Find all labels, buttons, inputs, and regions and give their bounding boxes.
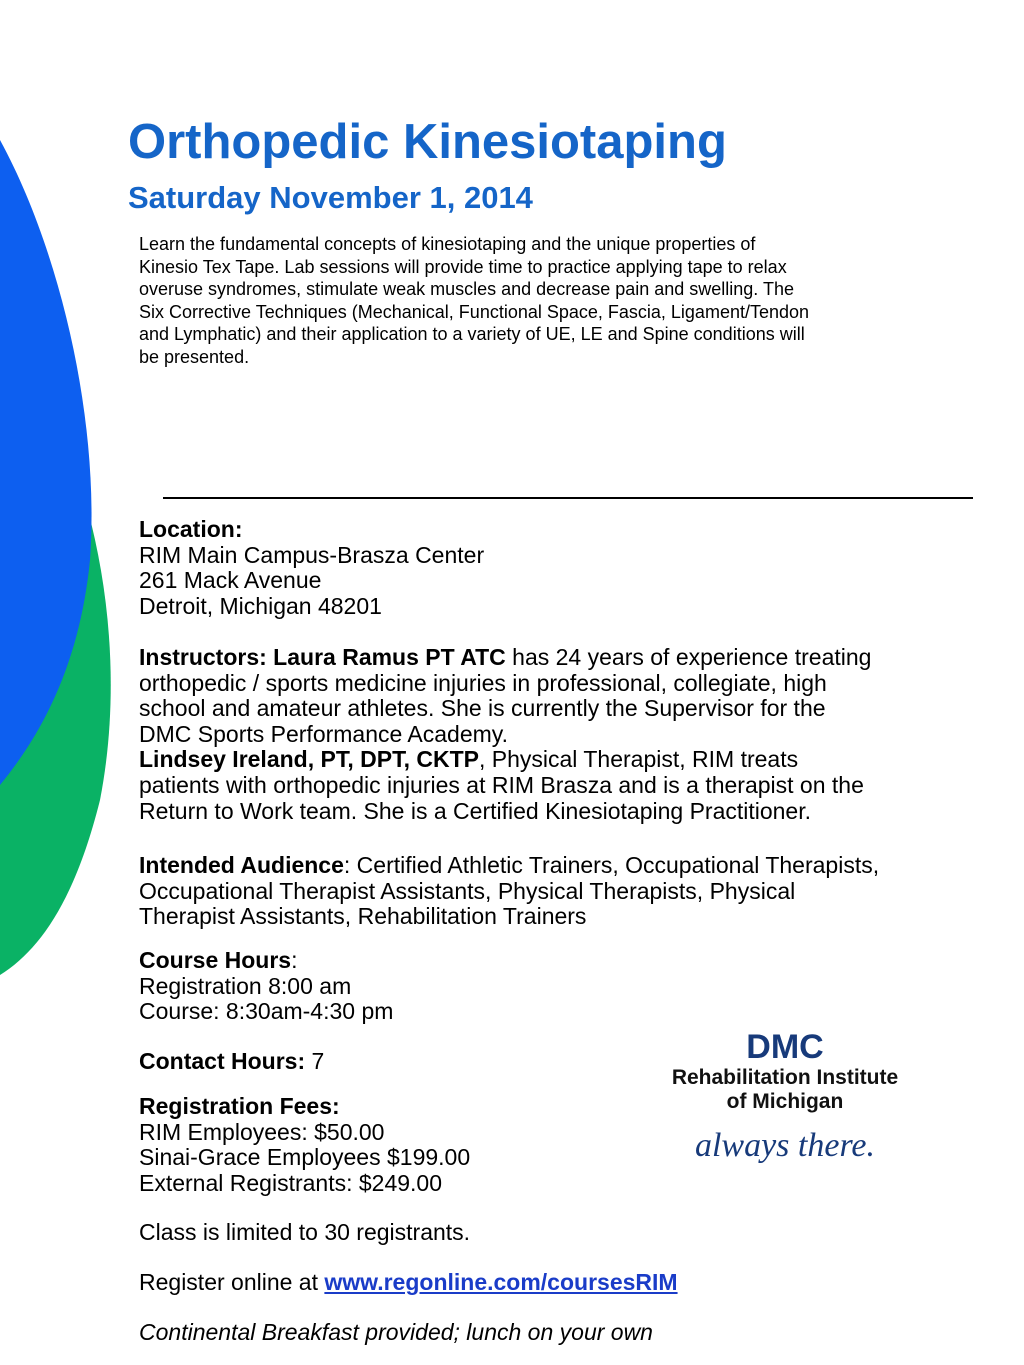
- instructor-bio-text: has 24 years of experience treating: [505, 644, 872, 670]
- dmc-rim-logo: [650, 1028, 920, 1168]
- fees-label: Registration Fees:: [139, 1093, 340, 1119]
- instructors-label: Instructors: Laura Ramus PT ATC: [139, 644, 506, 670]
- page-title: Orthopedic Kinesiotaping: [128, 115, 727, 169]
- location-label: Location:: [139, 516, 243, 542]
- description-line: and Lymphatic) and their application to a variety of UE, LE and Spine conditions will: [139, 324, 805, 344]
- description-line: be presented.: [139, 346, 250, 367]
- audience-text: : Certified Athletic Trainers, Occupational Therapists,: [343, 852, 880, 878]
- description-line: overuse syndromes, stimulate weak muscles and decrease pain and swelling. The: [139, 279, 795, 299]
- contact-hours-value: 7: [305, 1048, 325, 1074]
- register-section: [139, 1270, 1009, 1296]
- logo-tagline: always there.: [694, 1127, 876, 1164]
- breakfast-note: Continental Breakfast provided; lunch on your own: [139, 1319, 653, 1345]
- fee-sinai-grace: Sinai-Grace Employees $199.00: [139, 1144, 471, 1171]
- location-venue: RIM Main Campus-Brasza Center: [139, 541, 485, 568]
- instructor-bio-line: orthopedic / sports medicine injuries in professional, collegiate, high: [139, 669, 827, 696]
- registration-link[interactable]: www.regonline.com/coursesRIM: [324, 1269, 678, 1295]
- audience-line: Occupational Therapist Assistants, Physical Therapists, Physical: [139, 877, 796, 904]
- course-hours-colon: :: [291, 947, 298, 973]
- contact-hours-label: Contact Hours:: [139, 1048, 306, 1074]
- event-date: Saturday November 1, 2014: [128, 180, 533, 215]
- fee-rim-employees: RIM Employees: $50.00: [139, 1118, 385, 1145]
- description-line: Learn the fundamental concepts of kinesiotaping and the unique properties of: [139, 234, 756, 254]
- description-line: Kinesio Tex Tape. Lab sessions will provide time to practice applying tape to relax: [139, 256, 787, 277]
- course-hours-section: [139, 948, 1009, 1025]
- registration-time: Registration 8:00 am: [139, 972, 352, 999]
- second-instructor-name: Lindsey Ireland, PT, DPT, CKTP: [139, 746, 479, 773]
- decorative-side-arcs: [0, 0, 140, 1000]
- location-street: 261 Mack Avenue: [139, 567, 322, 594]
- course-time: Course: 8:30am-4:30 pm: [139, 998, 394, 1025]
- instructor-bio-line: DMC Sports Performance Academy.: [139, 720, 508, 747]
- instructor-bio-line: school and amateur athletes. She is currently the Supervisor for the: [139, 695, 826, 722]
- class-limit: Class is limited to 30 registrants.: [139, 1219, 471, 1245]
- logo-name-line2: of Michigan: [726, 1090, 844, 1113]
- audience-label: Intended Audience: [139, 852, 344, 878]
- location-section: [139, 517, 1009, 619]
- logo-brand: DMC: [746, 1028, 824, 1066]
- course-hours-label: Course Hours: [139, 947, 292, 973]
- second-instructor-bio-line: Return to Work team. She is a Certified Kinesiotaping Practitioner.: [139, 797, 812, 824]
- instructors-section: [139, 645, 1009, 824]
- description-line: Six Corrective Techniques (Mechanical, Functional Space, Fascia, Ligament/Tendon: [139, 301, 810, 322]
- section-divider: [163, 497, 973, 499]
- audience-section: [139, 853, 1009, 930]
- second-instructor-bio-text: , Physical Therapist, RIM treats: [478, 746, 799, 773]
- second-instructor-bio-line: patients with orthopedic injuries at RIM Brasza and is a therapist on the: [139, 771, 864, 798]
- register-prefix: Register online at: [139, 1269, 325, 1295]
- logo-name-line1: Rehabilitation Institute: [671, 1066, 899, 1089]
- audience-line: Therapist Assistants, Rehabilitation Trainers: [139, 903, 587, 930]
- fee-external: External Registrants: $249.00: [139, 1169, 443, 1196]
- location-city: Detroit, Michigan 48201: [139, 592, 382, 619]
- course-description: [139, 233, 991, 368]
